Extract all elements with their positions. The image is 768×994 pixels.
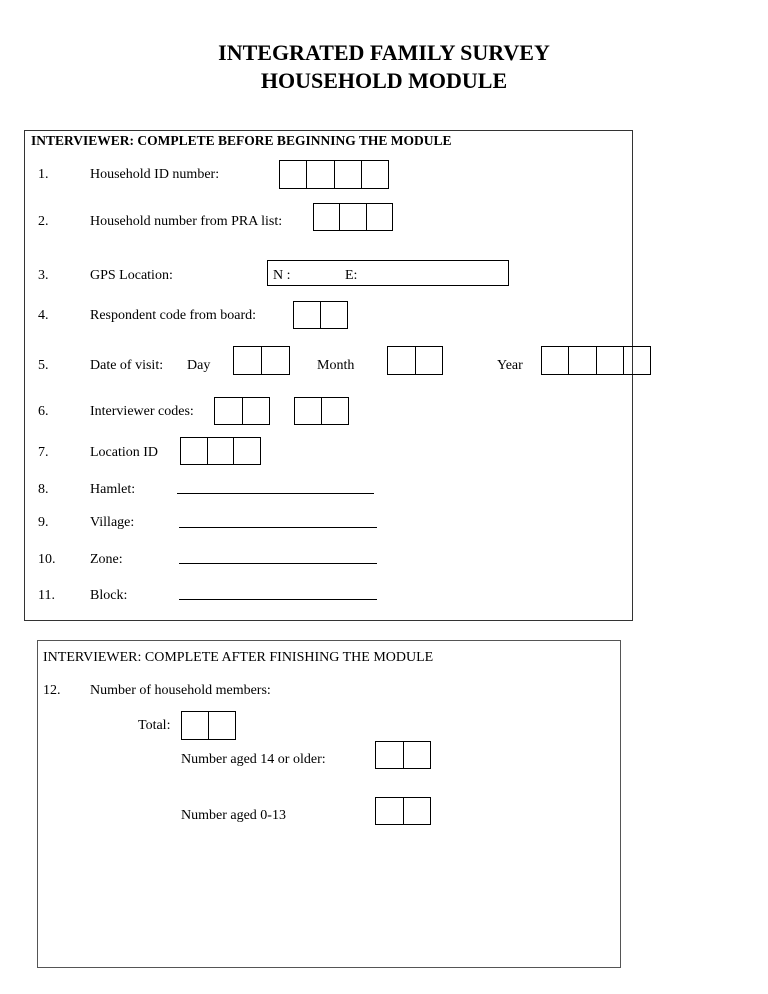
aged-0-13-label: Number aged 0-13 [181, 808, 286, 823]
item-12-label: Number of household members: [90, 683, 271, 698]
aged-14-plus-boxes[interactable] [375, 741, 431, 769]
item-1-label: Household ID number: [90, 167, 220, 182]
aged-0-13-boxes[interactable] [375, 797, 431, 825]
item-8-label: Hamlet: [90, 482, 136, 497]
respondent-code-boxes[interactable] [293, 301, 348, 329]
item-7-number: 7. [38, 445, 49, 460]
year-boxes[interactable] [541, 346, 651, 375]
item-2-number: 2. [38, 214, 49, 229]
item-1-number: 1. [38, 167, 49, 182]
item-2-label: Household number from PRA list: [90, 214, 283, 229]
item-6-label: Interviewer codes: [90, 404, 194, 419]
title-line-2: HOUSEHOLD MODULE [260, 68, 508, 93]
gps-location-field[interactable] [267, 260, 509, 286]
item-9-number: 9. [38, 515, 49, 530]
total-members-boxes[interactable] [181, 711, 236, 740]
interviewer-code-1-boxes[interactable] [214, 397, 270, 425]
item-9-label: Village: [90, 515, 135, 530]
item-5-number: 5. [38, 358, 49, 373]
item-11-label: Block: [90, 588, 128, 603]
item-4-number: 4. [38, 308, 49, 323]
location-id-boxes[interactable] [180, 437, 261, 465]
hamlet-field[interactable] [177, 493, 374, 494]
month-boxes[interactable] [387, 346, 443, 375]
item-10-number: 10. [38, 552, 56, 567]
month-label: Month [317, 358, 355, 373]
item-7-label: Location ID [90, 445, 159, 460]
section2-header: INTERVIEWER: COMPLETE AFTER FINISHING THE MODULE [43, 650, 434, 665]
gps-east-label: E: [345, 268, 358, 283]
item-10-label: Zone: [90, 552, 123, 567]
item-5-label: Date of visit: [90, 358, 164, 373]
day-label: Day [187, 358, 211, 373]
total-label: Total: [138, 718, 171, 733]
aged-14-plus-label: Number aged 14 or older: [181, 752, 326, 767]
item-4-label: Respondent code from board: [90, 308, 257, 323]
title-line-1: INTEGRATED FAMILY SURVEY [218, 40, 550, 65]
day-boxes[interactable] [233, 346, 290, 375]
household-id-boxes[interactable] [279, 160, 389, 189]
block-field[interactable] [179, 599, 377, 600]
item-6-number: 6. [38, 404, 49, 419]
gps-north-label: N : [273, 268, 291, 283]
interviewer-code-2-boxes[interactable] [294, 397, 349, 425]
item-8-number: 8. [38, 482, 49, 497]
zone-field[interactable] [179, 563, 377, 564]
item-3-label: GPS Location: [90, 268, 173, 283]
year-label: Year [497, 358, 523, 373]
item-12-number: 12. [43, 683, 61, 698]
pra-household-number-boxes[interactable] [313, 203, 393, 231]
item-11-number: 11. [38, 588, 55, 603]
section1-header: INTERVIEWER: COMPLETE BEFORE BEGINNING THE MODULE [31, 133, 452, 148]
village-field[interactable] [179, 527, 377, 528]
item-3-number: 3. [38, 268, 49, 283]
